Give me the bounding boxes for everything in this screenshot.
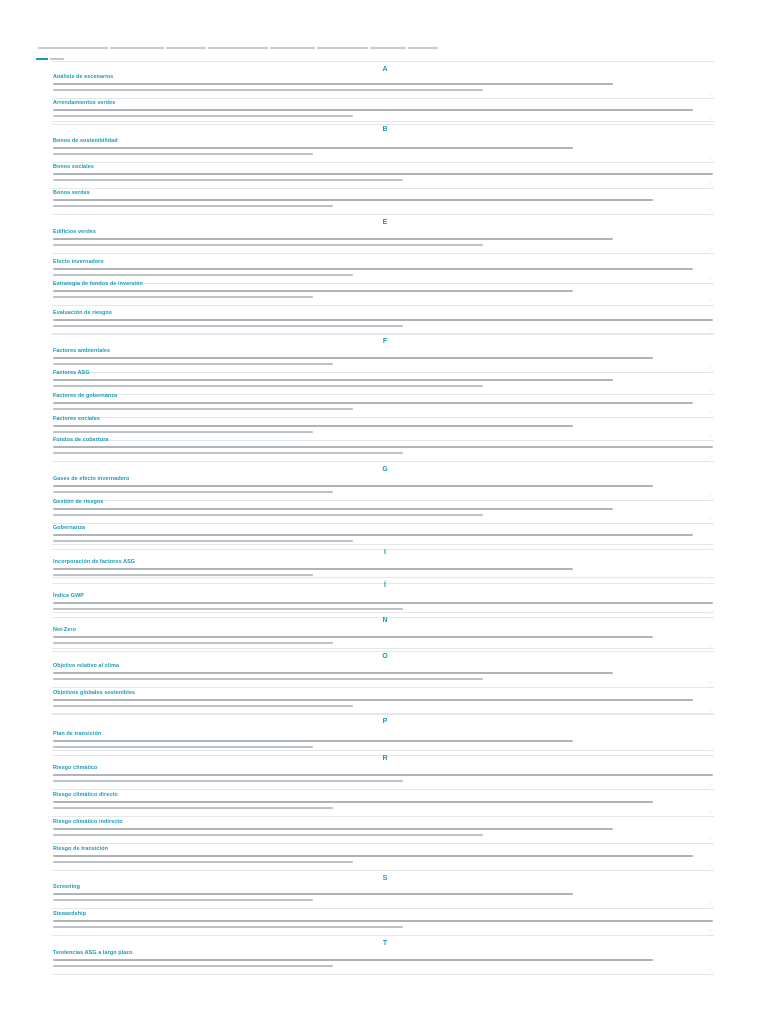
entry-definition-line: [53, 408, 353, 410]
glossary-entry[interactable]: [52, 950, 714, 974]
entry-term[interactable]: Tendencias ASG a largo plazo: [53, 950, 133, 956]
expand-chevron-icon[interactable]: ›: [710, 298, 712, 303]
section-divider: [52, 935, 714, 936]
glossary-entry[interactable]: [52, 525, 714, 549]
entry-divider: [52, 789, 714, 790]
expand-chevron-icon[interactable]: ›: [710, 516, 712, 521]
glossary-entry[interactable]: [52, 476, 714, 500]
entry-definition-line: [53, 205, 333, 207]
entry-term[interactable]: Incorporación de factores ASG: [53, 559, 136, 565]
expand-chevron-icon[interactable]: ›: [710, 387, 712, 392]
entry-divider: [52, 843, 714, 844]
entry-definition-line: [53, 357, 653, 359]
entry-definition-line: [53, 807, 333, 809]
glossary-entry[interactable]: [52, 281, 714, 305]
entry-divider: [52, 651, 714, 652]
entry-definition-line: [53, 926, 403, 928]
entry-definition-line: [53, 238, 613, 240]
entry-term[interactable]: Objetivos globales sostenibles: [53, 690, 136, 696]
entry-definition-line: [53, 425, 573, 427]
section-letter: B: [382, 126, 388, 133]
entry-definition-line: [53, 568, 573, 570]
entry-divider: [52, 253, 714, 254]
expand-chevron-icon[interactable]: ›: [710, 276, 712, 281]
entry-definition-line: [53, 899, 313, 901]
entry-definition-line: [53, 89, 483, 91]
entry-definition-line: [53, 534, 693, 536]
entry-definition-line: [53, 828, 613, 830]
section-letter: E: [382, 219, 388, 226]
entry-divider: [52, 816, 714, 817]
entry-definition-line: [53, 514, 483, 516]
glossary-entry[interactable]: [52, 593, 714, 617]
glossary-entry[interactable]: [52, 911, 714, 935]
entry-term[interactable]: Efecto invernadero: [53, 259, 104, 265]
entry-definition-line: [53, 965, 333, 967]
section-letter: A: [382, 66, 388, 73]
entry-divider: [52, 124, 714, 125]
entry-divider: [52, 523, 714, 524]
entry-definition-line: [53, 147, 573, 149]
glossary-entry[interactable]: [52, 138, 714, 162]
expand-chevron-icon[interactable]: ›: [710, 181, 712, 186]
entry-term[interactable]: Stewardship: [53, 911, 87, 917]
entry-term[interactable]: Análisis de escenarios: [53, 74, 114, 80]
glossary-entry[interactable]: [52, 310, 714, 334]
list-end-divider: [52, 974, 714, 975]
entry-term[interactable]: Screening: [53, 884, 80, 890]
expand-chevron-icon[interactable]: ›: [710, 327, 712, 332]
entry-divider: [52, 908, 714, 909]
glossary-entry[interactable]: [52, 663, 714, 687]
entry-definition-line: [53, 608, 403, 610]
entry-definition-line: [53, 363, 333, 365]
expand-chevron-icon[interactable]: ›: [710, 155, 712, 160]
glossary-entry[interactable]: [52, 348, 714, 372]
entry-definition-line: [53, 780, 403, 782]
entry-term[interactable]: Gobernanza: [53, 525, 86, 531]
entry-term[interactable]: Factores ASG: [53, 370, 90, 376]
entry-definition-line: [53, 115, 353, 117]
entry-term[interactable]: Riesgo climático indirecto: [53, 819, 123, 825]
entry-term[interactable]: Factores ambientales: [53, 348, 111, 354]
section-divider: [52, 544, 714, 545]
entry-definition-line: [53, 199, 653, 201]
glossary-entry[interactable]: [52, 74, 714, 98]
glossary-entry[interactable]: [52, 437, 714, 461]
section-divider: [52, 461, 714, 462]
expand-chevron-icon[interactable]: ›: [710, 365, 712, 370]
entry-divider: [52, 714, 714, 715]
section-letter: O: [382, 653, 388, 660]
entry-divider: [52, 188, 714, 189]
entry-term[interactable]: Arrendamientos verdes: [53, 100, 116, 106]
section-divider: [52, 214, 714, 215]
section-divider: [52, 333, 714, 334]
section-divider: [52, 121, 714, 122]
entry-definition-line: [53, 602, 713, 604]
expand-chevron-icon[interactable]: ›: [710, 493, 712, 498]
entry-term[interactable]: Fondos de cobertura: [53, 437, 109, 443]
entry-term[interactable]: Gestión de riesgos: [53, 499, 104, 505]
entry-term[interactable]: Objetivo relativo al clima: [53, 663, 120, 669]
entry-definition-line: [53, 861, 353, 863]
expand-chevron-icon[interactable]: ›: [710, 576, 712, 581]
section-divider: [52, 577, 714, 578]
entry-term[interactable]: Gases de efecto invernadero: [53, 476, 130, 482]
section-letter: T: [382, 940, 388, 947]
entry-definition-line: [53, 109, 693, 111]
entry-definition-line: [53, 508, 613, 510]
entry-definition-line: [53, 774, 713, 776]
entry-definition-line: [53, 290, 573, 292]
entry-term[interactable]: Bonos sociales: [53, 164, 94, 170]
glossary-entry[interactable]: [52, 370, 714, 394]
entry-definition-line: [53, 385, 483, 387]
entry-term[interactable]: Índice GWP: [53, 593, 84, 599]
entry-definition-line: [53, 83, 613, 85]
section-letter: F: [382, 338, 388, 345]
section-letter: G: [382, 466, 388, 473]
glossary-entry[interactable]: [52, 559, 714, 583]
entry-definition-line: [53, 699, 693, 701]
expand-chevron-icon[interactable]: ›: [710, 207, 712, 212]
section-divider: [52, 61, 714, 62]
entry-definition-line: [53, 574, 313, 576]
entry-definition-line: [53, 893, 573, 895]
entry-term[interactable]: Net-Zero: [53, 627, 76, 633]
entry-definition-line: [53, 379, 613, 381]
entry-definition-line: [53, 642, 333, 644]
glossary-entry[interactable]: [52, 846, 714, 870]
entry-definition-line: [53, 244, 483, 246]
glossary-entry[interactable]: [52, 259, 714, 283]
entry-divider: [52, 98, 714, 99]
entry-term[interactable]: Plan de transición: [53, 731, 102, 737]
section-letter: P: [382, 718, 388, 725]
entry-term[interactable]: Factores de gobernanza: [53, 393, 118, 399]
section-divider: [52, 870, 714, 871]
glossary-entry[interactable]: [52, 164, 714, 188]
entry-term[interactable]: Riesgo de transición: [53, 846, 109, 852]
entry-term[interactable]: Estrategia de fondos de inversión: [53, 281, 143, 287]
entry-definition-line: [53, 491, 333, 493]
section-letter: N: [382, 617, 388, 624]
expand-chevron-icon[interactable]: ›: [710, 433, 712, 438]
entry-definition-line: [53, 834, 483, 836]
entry-divider: [52, 687, 714, 688]
entry-definition-line: [53, 740, 573, 742]
entry-term[interactable]: Evaluación de riesgos: [53, 310, 113, 316]
section-letter: S: [382, 875, 388, 882]
entry-term[interactable]: Riesgo climático: [53, 765, 98, 771]
section-divider: [52, 713, 714, 714]
entry-definition-line: [53, 431, 313, 433]
entry-definition-line: [53, 296, 313, 298]
entry-definition-line: [53, 540, 353, 542]
expand-chevron-icon[interactable]: ›: [710, 836, 712, 841]
glossary-entry[interactable]: [52, 229, 714, 253]
entry-definition-line: [53, 179, 403, 181]
glossary-entry[interactable]: [52, 499, 714, 523]
entry-definition-line: [53, 705, 353, 707]
expand-chevron-icon[interactable]: ›: [710, 91, 712, 96]
glossary-entry[interactable]: [52, 690, 714, 714]
entry-definition-line: [53, 446, 713, 448]
expand-chevron-icon[interactable]: ›: [710, 967, 712, 972]
expand-chevron-icon[interactable]: ›: [710, 454, 712, 459]
entry-definition-line: [53, 485, 653, 487]
entry-definition-line: [53, 678, 483, 680]
entry-term[interactable]: Bonos verdes: [53, 190, 90, 196]
entry-divider: [52, 305, 714, 306]
expand-chevron-icon[interactable]: ›: [710, 782, 712, 787]
entry-definition-line: [53, 855, 693, 857]
glossary-entry[interactable]: [52, 792, 714, 816]
expand-chevron-icon[interactable]: ›: [710, 863, 712, 868]
glossary-entry[interactable]: [52, 819, 714, 843]
entry-definition-line: [53, 672, 613, 674]
expand-chevron-icon[interactable]: ›: [710, 901, 712, 906]
glossary-entry[interactable]: [52, 393, 714, 417]
section-letter: R: [382, 755, 388, 762]
entry-definition-line: [53, 173, 713, 175]
entry-definition-line: [53, 801, 653, 803]
glossary-entry[interactable]: [52, 190, 714, 214]
entry-term[interactable]: Riesgo climático directo: [53, 792, 118, 798]
entry-definition-line: [53, 452, 403, 454]
entry-divider: [52, 162, 714, 163]
glossary-entry[interactable]: [52, 731, 714, 755]
entry-definition-line: [53, 959, 653, 961]
entry-term[interactable]: Edificios verdes: [53, 229, 96, 235]
entry-divider: [52, 334, 714, 335]
expand-chevron-icon[interactable]: ›: [710, 680, 712, 685]
expand-chevron-icon[interactable]: ›: [710, 644, 712, 649]
expand-chevron-icon[interactable]: ›: [710, 246, 712, 251]
entry-definition-line: [53, 636, 653, 638]
glossary-entry[interactable]: [52, 884, 714, 908]
entry-definition-line: [53, 268, 693, 270]
glossary-entry[interactable]: [52, 765, 714, 789]
entry-definition-line: [53, 319, 713, 321]
entry-definition-line: [53, 746, 313, 748]
expand-chevron-icon[interactable]: ›: [710, 809, 712, 814]
entry-definition-line: [53, 402, 693, 404]
entry-definition-line: [53, 153, 313, 155]
section-divider: [52, 612, 714, 613]
expand-chevron-icon[interactable]: ›: [710, 928, 712, 933]
entry-definition-line: [53, 274, 353, 276]
entry-term[interactable]: Factores sociales: [53, 416, 100, 422]
expand-chevron-icon[interactable]: ›: [710, 707, 712, 712]
section-divider: [52, 750, 714, 751]
section-letter: Í: [384, 582, 386, 589]
entry-definition-line: [53, 325, 403, 327]
section-letter: I: [384, 549, 386, 556]
entry-definition-line: [53, 920, 713, 922]
expand-chevron-icon[interactable]: ›: [710, 410, 712, 415]
section-divider: [52, 648, 714, 649]
entry-term[interactable]: Bonos de sostenibilidad: [53, 138, 118, 144]
expand-chevron-icon[interactable]: ›: [710, 117, 712, 122]
